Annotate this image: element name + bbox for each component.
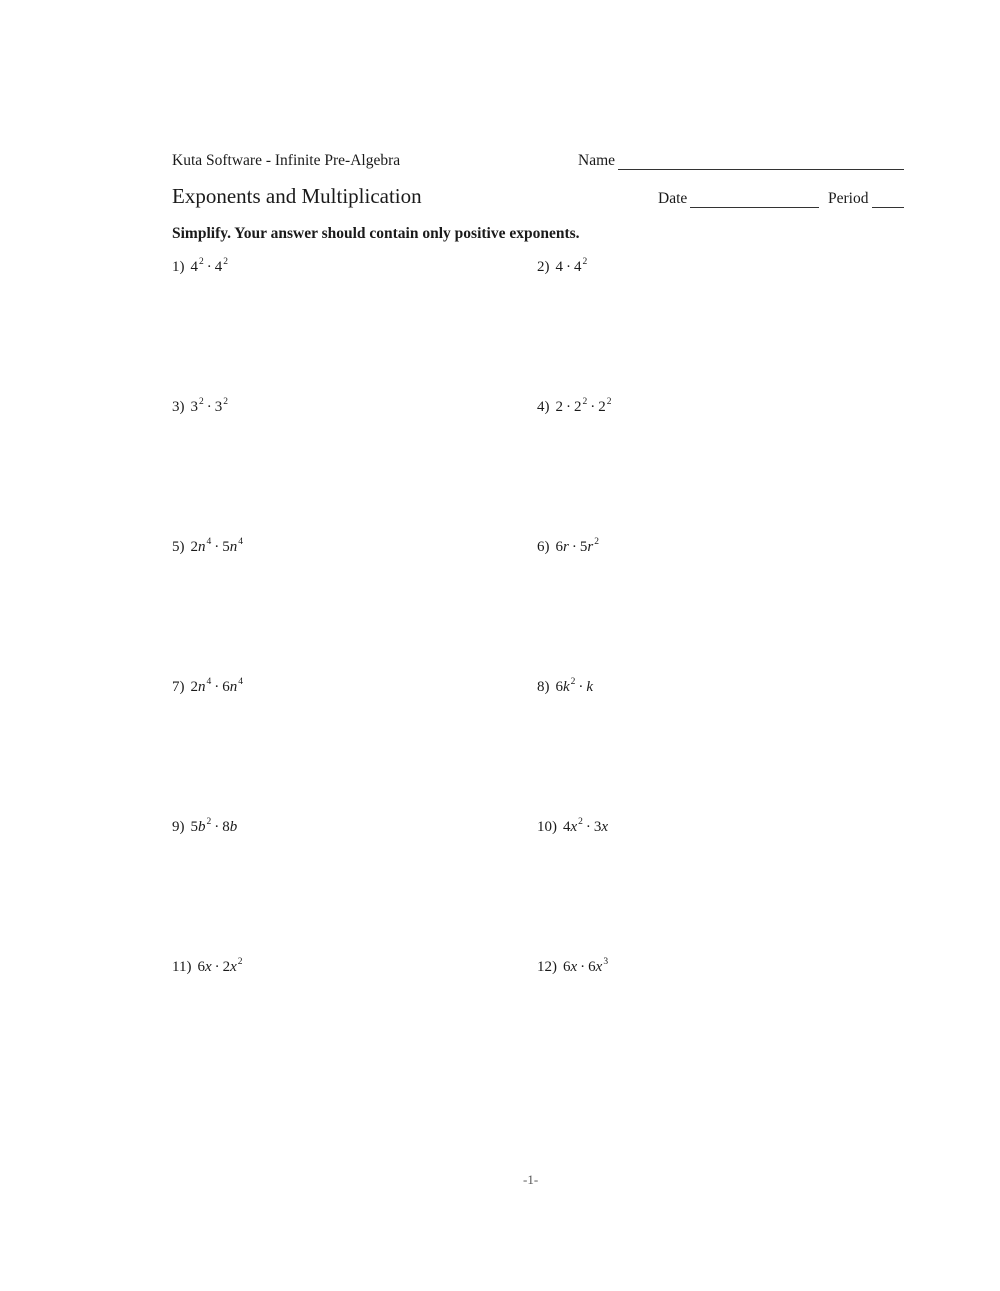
multiplication-dot: · [214,539,220,555]
term-exponent: 2 [594,537,599,547]
problem-number: 1) [172,259,185,275]
term-coefficient: 8 [222,819,230,835]
term-exponent: 2 [578,817,583,827]
term-exponent: 2 [570,677,576,687]
problem-4 [537,399,612,416]
problem-expression [563,959,608,975]
problem-number: 2) [537,259,550,275]
term-coefficient: 4 [574,259,582,275]
term-variable: n [229,539,238,555]
problem-expression [556,679,594,695]
term-coefficient: 3 [190,399,198,415]
multiplication-dot: · [578,679,584,695]
problem-number: 9) [172,819,185,835]
term-variable: x [601,819,609,835]
period-field[interactable] [872,207,904,208]
term-coefficient: 6 [555,679,563,695]
term-exponent: 2 [206,817,212,827]
term-variable: k [563,679,570,695]
problem-expression [191,539,244,555]
problem-number: 4) [537,399,550,415]
multiplication-dot: · [214,959,220,975]
multiplication-dot: · [206,399,212,415]
worksheet-title: Exponents and Multiplication [172,184,422,208]
term-coefficient: 4 [555,259,563,275]
term-coefficient: 3 [593,819,602,835]
problem-number: 10) [537,819,557,835]
term-coefficient: 2 [574,399,582,415]
instructions: Simplify. Your answer should contain only positive exponents. [172,225,580,242]
term-variable: x [204,959,212,975]
term-variable: x [570,959,578,975]
term-coefficient: 5 [222,539,230,555]
term-coefficient: 5 [579,539,588,555]
multiplication-dot: · [590,399,596,415]
term-coefficient: 6 [555,539,563,555]
problem-expression [556,399,612,415]
term-exponent: 2 [199,397,204,407]
term-coefficient: 6 [563,959,571,975]
term-variable: k [586,679,594,695]
term-coefficient: 2 [598,399,606,415]
term-exponent: 2 [582,257,588,267]
term-coefficient: 5 [190,819,198,835]
problem-expression [191,679,244,695]
problem-8 [537,679,593,696]
problem-2 [537,259,587,276]
term-coefficient: 2 [190,539,198,555]
term-exponent: 4 [238,677,243,687]
term-variable: x [570,819,578,835]
term-variable: x [595,959,603,975]
problem-expression [191,259,229,275]
problem-expression [556,259,588,275]
name-label: Name [578,152,616,169]
problem-11 [172,959,243,976]
term-exponent: 4 [206,537,212,547]
problem-number: 12) [537,959,557,975]
problem-12 [537,959,608,976]
multiplication-dot: · [214,819,220,835]
term-exponent: 2 [223,257,228,267]
term-variable: b [229,819,238,835]
term-coefficient: 4 [214,259,223,275]
term-exponent: 2 [223,397,228,407]
term-variable: r [587,539,594,555]
date-field[interactable] [690,207,819,208]
term-exponent: 2 [237,957,243,967]
term-exponent: 2 [199,257,204,267]
multiplication-dot: · [566,399,571,415]
term-coefficient: 6 [197,959,205,975]
multiplication-dot: · [580,959,586,975]
problem-expression [556,539,599,555]
term-variable: b [198,819,206,835]
term-coefficient: 3 [214,399,223,415]
multiplication-dot: · [214,679,220,695]
multiplication-dot: · [585,819,591,835]
problem-expression [191,399,229,415]
problem-number: 8) [537,679,550,695]
problem-number: 11) [172,959,192,975]
term-variable: n [198,539,206,555]
date-label: Date [658,190,688,207]
term-coefficient: 2 [190,679,198,695]
term-coefficient: 6 [222,679,230,695]
problem-10 [537,819,608,836]
problem-number: 6) [537,539,550,555]
term-exponent: 2 [582,397,588,407]
problem-3 [172,399,228,416]
multiplication-dot: · [566,259,571,275]
problem-7 [172,679,243,696]
term-coefficient: 2 [222,959,231,975]
problem-9 [172,819,237,836]
problem-5 [172,539,243,556]
problem-number: 5) [172,539,185,555]
term-variable: n [198,679,206,695]
problem-number: 3) [172,399,185,415]
period-label: Period [828,190,869,207]
problem-1 [172,259,228,276]
publisher-line: Kuta Software - Infinite Pre-Algebra [172,152,401,169]
problem-6 [537,539,599,556]
term-exponent: 2 [606,397,612,407]
term-coefficient: 6 [588,959,596,975]
term-coefficient: 4 [563,819,571,835]
problem-expression [191,819,238,835]
problem-number: 7) [172,679,185,695]
term-variable: n [229,679,238,695]
term-coefficient: 4 [190,259,198,275]
term-variable: x [230,959,237,975]
page-number: -1- [523,1172,539,1187]
term-coefficient: 2 [555,399,563,415]
problem-expression [197,959,242,975]
term-exponent: 4 [206,677,212,687]
term-exponent: 3 [603,957,609,967]
multiplication-dot: · [206,259,212,275]
term-variable: r [563,539,569,555]
multiplication-dot: · [571,539,577,555]
problem-expression [563,819,608,835]
term-exponent: 4 [238,537,243,547]
name-field[interactable] [618,169,904,170]
